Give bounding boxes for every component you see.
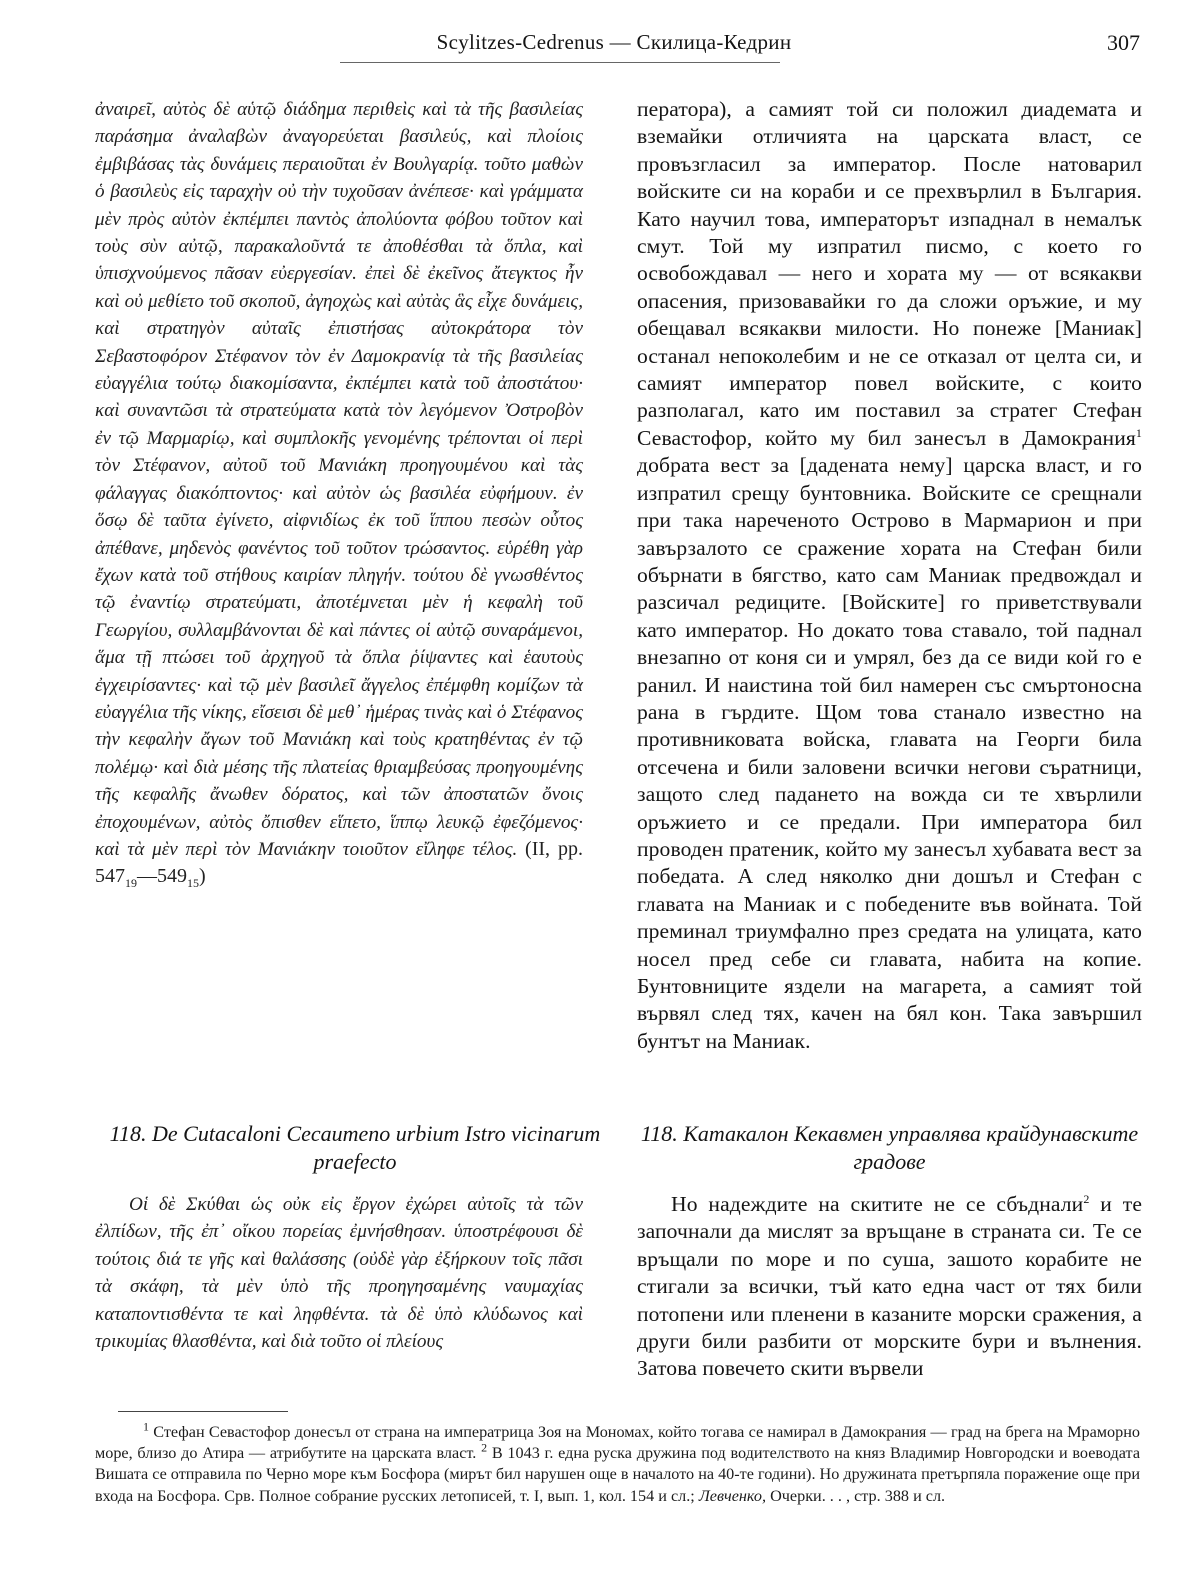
footnote-author: Левченко, bbox=[698, 1486, 767, 1505]
section-heading-bulgarian: 118. Катакалон Кекавмен управлява крайдунавските градове bbox=[640, 1121, 1139, 1174]
greek-text-118: Οἱ δὲ Σκύθαι ὡς οὐκ εἰς ἔργον ἐχώρει αὐτοῖς τὰ τῶν ἐλπίδων, τῆς ἐπ᾽ οἴκου πορείας ἐμνήσθησαν. ὑποστρέφουσι δὲ τούτοις διά τε γῆς καὶ θαλάσσης (οὐδὲ γὰρ ἐξήρκουν τοῖς πᾶσι τὰ σκάφη, τὰ μὲν ὑπὸ τῆς προηγησαμένης ναυμαχίας καταποντισθέντα τε καὶ ληφθέντα. τὰ δὲ ὑπὸ κλύδωνος καὶ τρικυμίας θλασθέντα, καὶ διὰ τοῦτο οἱ πλείους bbox=[95, 1194, 583, 1353]
footnote-mark-2: 2 bbox=[481, 1440, 488, 1455]
footnote-2-tail: Очерки. . . , стр. 388 и сл. bbox=[766, 1486, 946, 1505]
header-rule bbox=[340, 62, 780, 63]
footnote-1: Стефан Севастофор донесъл от страна на императрица Зоя на Мономах, който тогава се намирал в Дамокрания — град на брега на Мраморно море, близо до Атира — атрибутите на царската власт. bbox=[95, 1423, 1140, 1463]
section-heading-latin: 118. De Cutacaloni Cecaumeno urbium Istro vicinarum praefecto bbox=[109, 1121, 601, 1174]
footnote-2: В 1043 г. една руска дружина под водителството на княз Владимир Новгородски и воеводата Вишата се отправила по Черно море към Босфора (мирът бил нарушен още в началото на 40-те години). Но дружината претърпяла поражение още при входа на Босфора. Срв. Полное собрание русских летописей, т. I, вып. 1, кол. 154 и сл.; bbox=[95, 1444, 1141, 1505]
footnotes bbox=[95, 1419, 1141, 1507]
footnote-rule bbox=[118, 1411, 288, 1412]
bulgarian-text-118: Но надеждите на скитите не се сбъднали$^2$ и те започнали да мислят за връщане в страната си. Те се връщали по море и по суша, зашото корабите не стигали за всички, тъй като една част от тях били потопени или пленени в казаните морски сражения, а други били разбити от морските бури и вълнения. Затова повечето скити вървели bbox=[637, 1191, 1143, 1381]
page-number: 307 bbox=[1107, 30, 1140, 55]
bulgarian-text-117: ператора), а самият той си положил диадемата и вземайки отличията на царската власт, се провъзгласил за император. После натоварил войските си на кораби и се прехвърлил в България. Като научил това, императорът изпаднал в немалък смут. Той му изпратил писмо, с което го освобождавал — него и хората му — от всякакви опасения, призовавайки го да сложи оръжие, и му обещавал всякакви милости. Но понеже [Маниак] останал непоколебим и не се отказал от целта си, и самият император повел войските, с които разполагал, като им поставил за стратег Стефан Севастофор, който му бил занесъл в Дамокрания$^1$ добрата вест за [дадената нему] царска власт, и го изпратил срещу бунтовника. Войските се срещнали при така нареченото Острово в Мармарион и при завързалото се сражение хората на Стефан били обърнати в бягство, като сам Маниак предвождал и разсичал редиците. [Войските] го приветствували като император. Но докато това ставало, той паднал внезапно от коня си и умрял, без да се види кой го е ранил. И наистина той бил намерен със смъртоносна рана в гърдите. Щом това станало известно на противниковата войска, главата на Георги била отсечена и били заловени всички негови съратници, защото след падането на вожда си те хвърлили оръжието и се предали. При императора бил проводен пратеник, който му занесъл хубавата вест за победата. А след няколко дни дошъл и Стефан с главата на Маниак и с победените във войната. Той преминал триумфално през средата на улицата, като носел пред себе си главата, набита на копие. Бунтовниците яздели на магарета, а самият той вървял след тях, качен на бял кон. Така завършил бунтът на Маниак. bbox=[637, 97, 1142, 1053]
greek-paragraph: ἀναιρεῖ, αὐτὸς δὲ αὑτῷ διάδημα περιθεὶς καὶ τὰ τῆς βασιλείας παράσημα ἀναλαβὼν ἀναγορεύεται βασιλεύς, καὶ πλοίοις ἐμβιβάσας τὰς δυνάμεις περαιοῦται ἐν Βουλγαρίᾳ. τοῦτο μαθὼν ὁ βασιλεὺς εἰς ταραχὴν οὐ τὴν τυχοῦσαν ἀνέπεσε· καὶ γράμματα μὲν πρὸς αὐτὸν ἐκπέμπει παντὸς ἀπολύοντα φόβου τοῦτον καὶ τοὺς σὺν αὐτῷ, παρακαλοῦντά τε ἀποθέσθαι τὰ ὅπλα, καὶ ὑπισχνούμενος πᾶσαν εὐεργεσίαν. ἐπεὶ δὲ ἐκεῖνος ἄτεγκτος ἦν καὶ οὐ μεθίετο τοῦ σκοποῦ, ἀγηοχὼς καὶ αὐτὰς ἃς εἶχε δυνάμεις, καὶ στρατηγὸν αὐταῖς ἐπιστήσας αὐτοκράτορα τὸν Σεβαστοφόρον Στέφανον τὸν ἐν Δαμοκρανίᾳ τὰ τῆς βασιλείας εὐαγγέλια τούτῳ διακομίσαντα, ἐκπέμπει κατὰ τοῦ ἀποστάτου· καὶ συναντῶσι τὰ στρατεύματα κατὰ τὸν λεγόμενον Ὀστροβὸν ἐν τῷ Μαρμαρίῳ, καὶ συμπλοκῆς γενομένης τρέπονται οἱ περὶ τὸν Στέφανον, αὐτοῦ τοῦ Μανιάκη προηγουμένου καὶ τὰς φάλαγγας διακόπτοντος· καὶ αὐτὸν ὡς βασιλέα εὐφήμουν. ἐν ὅσῳ δὲ ταῦτα ἐγίνετο, αἰφνιδίως ἐκ τοῦ ἵππου πεσὼν οὗτος ἀπέθανε, μηδενὸς φανέντος τοῦ τοῦτον τρώσαντος. εὑρέθη γὰρ ἔχων κατὰ τοῦ στήθους καιρίαν πληγήν. τούτου δὲ γνωσθέντος τῷ ἐναντίῳ στρατεύματι, ἀποτέμνεται μὲν ἡ κεφαλὴ τοῦ Γεωργίου, συλλαμβάνονται δὲ καὶ πάντες οἱ αὐτῷ συναράμενοι, ἅμα τῇ πτώσει τοῦ ἀρχηγοῦ τὰ ὅπλα ῥίψαντες καὶ ἑαυτοὺς ἐγχειρίσαντες· καὶ τῷ μὲν βασιλεῖ ἄγγελος ἐπέμφθη κομίζων τὰ εὐαγγέλια τῆς νίκης, εἴσεισι δὲ μεθ᾽ ἡμέρας τινὰς καὶ ὁ Στέφανος τὴν κεφαλὴν ἄγων τοῦ Μανιάκη καὶ τοὺς κρατηθέντας ἐν τῷ πολέμῳ· καὶ διὰ μέσης τῆς πλατείας θριαμβεύσας προηγουμένης τῆς κεφαλῆς ἄνωθεν δόρατος, καὶ τῶν ἀποστατῶν ὄνοις ἐποχουμένων, αὐτὸς ὄπισθεν εἵπετο, ἵππῳ λευκῷ ἐφεζόμενος· καὶ τὰ μὲν περὶ τὸν Μανιάκην τοιοῦτον εἴληφε τέλος. bbox=[95, 99, 583, 860]
greek-text-117 bbox=[95, 96, 583, 891]
page-header bbox=[88, 30, 1140, 64]
source-reference: (II, pp. $547_{19}—549_{15}$) bbox=[95, 837, 583, 891]
footnote-ref-2: 2 bbox=[1083, 1191, 1090, 1206]
footnote-ref-1: 1 bbox=[1135, 425, 1142, 440]
running-title: Scylitzes-Cedrenus — Скилица-Кедрин bbox=[436, 30, 792, 54]
footnote-mark-1: 1 bbox=[143, 1419, 149, 1434]
